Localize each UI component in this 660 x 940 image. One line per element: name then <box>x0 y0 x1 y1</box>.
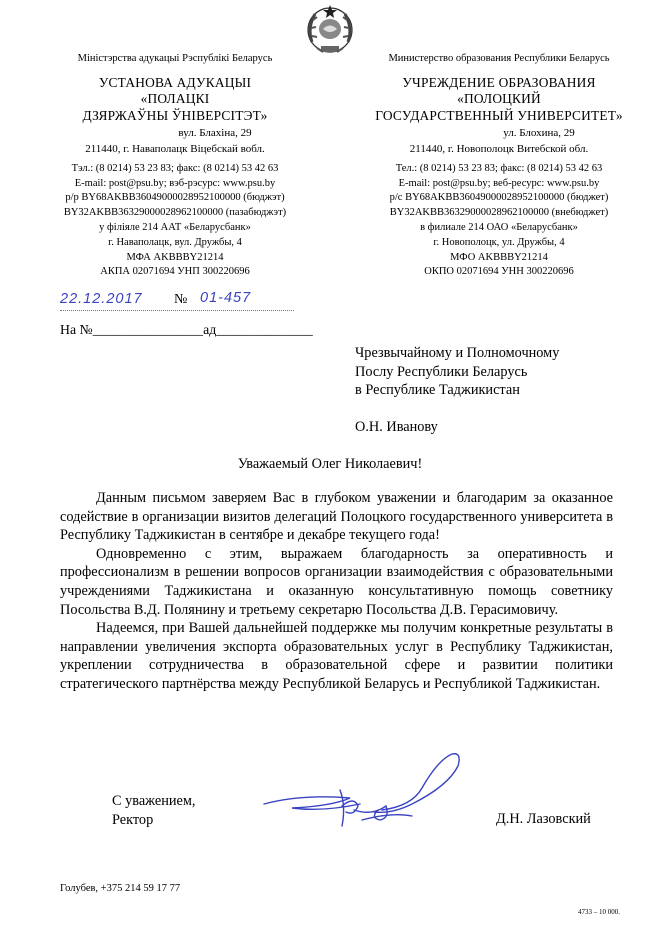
detail-line: E-mail: post@psu.by; веб-ресурс: www.psu.by <box>398 177 600 189</box>
detail-line: Тэл.: (8 0214) 53 23 83; факс: (8 0214) 53 42 63 <box>71 162 279 174</box>
detail-line: ОКПО 02071694 УНН 300220696 <box>424 266 574 278</box>
city: 211440, г. Новополоцк Витебской обл. <box>409 143 589 156</box>
detail-line: BY32AKBB36329000028962100000 (пазабюджэт) <box>63 207 287 219</box>
detail-line: BY32AKBB36329000028962100000 (внебюджет) <box>389 207 609 219</box>
print-code: 4733 – 10 000. <box>578 908 620 916</box>
street: вул. Блахіна, 29 <box>178 127 252 140</box>
detail-line: МФО AKBBBY21214 <box>450 251 548 263</box>
closing-regards: С уважением, <box>112 793 196 809</box>
org-line: «ПОЛОЦКИЙ <box>457 91 541 107</box>
salutation: Уважаемый Олег Николаевич! <box>237 456 423 472</box>
number-sign: № <box>174 292 188 307</box>
street: ул. Блохина, 29 <box>503 127 575 140</box>
executor-contact: Голубев, +375 214 59 17 77 <box>60 883 181 894</box>
detail-line: МФА AKBBBY21214 <box>126 251 224 263</box>
registration-underline <box>60 310 294 311</box>
signature-image <box>262 746 472 836</box>
detail-line: р/р BY68AKBB36049000028952100000 (бюджэт) <box>65 192 285 204</box>
detail-line: г. Новополоцк, ул. Дружбы, 4 <box>433 236 565 248</box>
closing-position: Ректор <box>112 812 154 828</box>
org-line: ГОСУДАРСТВЕННЫЙ УНИВЕРСИТЕТ» <box>375 107 623 123</box>
body-paragraph: Надеемся, при Вашей дальнейшей поддержке мы получим конкретные результаты в направлении увеличения экспорта образовательных услуг в Республику Таджикистан, укреплении сотрудничества в образовательной сфере и развитии политики стратегического партнёрства между Республикой Беларусь и Республикой Таджикистан. <box>60 620 613 692</box>
signatory-name: Д.Н. Лазовский <box>496 811 591 827</box>
state-emblem <box>303 2 357 58</box>
recipient-line: в Республике Таджикистан <box>355 382 520 398</box>
detail-line: Тел.: (8 0214) 53 23 83; факс: (8 0214) 53 42 63 <box>395 162 603 174</box>
org-line: УСТАНОВА АДУКАЦЫІ <box>98 74 252 90</box>
header-right <box>364 52 634 280</box>
detail-line: в филиале 214 ОАО «Беларусбанк» <box>420 222 578 234</box>
closing-block <box>112 792 195 830</box>
handwritten-number: 01-457 <box>200 290 252 306</box>
city: 211440, г. Наваполацк Віцебскай вобл. <box>85 143 265 156</box>
ministry-by: Міністэрства адукацыі Рэспублікі Беларусь <box>77 53 273 64</box>
recipient-line: Послу Республики Беларусь <box>355 363 528 380</box>
detail-line: р/с BY68AKBB36049000028952100000 (бюджет) <box>389 192 609 204</box>
handwritten-date: 22.12.2017 <box>60 291 143 307</box>
detail-line: E-mail: post@psu.by; вэб-рэсурс: www.psu.by <box>74 177 276 189</box>
body-paragraph: Данным письмом заверяем Вас в глубоком уважении и благодарим за оказанное содействие в организации визитов делегаций Полоцкого государственного университета в Республику Таджикистан в сентябре и декабре текущего года! <box>60 490 613 544</box>
registration-block <box>60 290 294 308</box>
recipient-block <box>355 344 559 436</box>
body-paragraph: Одновременно с этим, выражаем благодарность за оперативность и профессионализм в решении вопросов организации взаимодействия с образовательными учреждениями Таджикистана и оказанную консультативную помощь советнику Посольства В.Д. Полянину и третьему секретарю Посольства Д.В. Герасимовичу. <box>60 545 613 618</box>
detail-line: у філіяле 214 ААТ «Беларусбанк» <box>99 222 251 234</box>
org-line: «ПОЛАЦКІ <box>140 91 210 107</box>
letter-body <box>60 489 613 694</box>
header-left <box>40 52 310 280</box>
reply-reference: На №________________ад______________ <box>60 322 313 337</box>
ministry-ru: Министерство образования Республики Беларусь <box>388 53 610 64</box>
detail-line: АКПА 02071694 УНП 300220696 <box>100 266 250 278</box>
org-line: ДЗЯРЖАЎНЫ ЎНІВЕРСІТЭТ» <box>82 107 268 123</box>
recipient-line: Чрезвычайному и Полномочному <box>355 345 560 361</box>
org-line: УЧРЕЖДЕНИЕ ОБРАЗОВАНИЯ <box>402 74 596 90</box>
recipient-name: О.Н. Иванову <box>355 418 438 435</box>
detail-line: г. Наваполацк, вул. Дружбы, 4 <box>108 236 242 248</box>
